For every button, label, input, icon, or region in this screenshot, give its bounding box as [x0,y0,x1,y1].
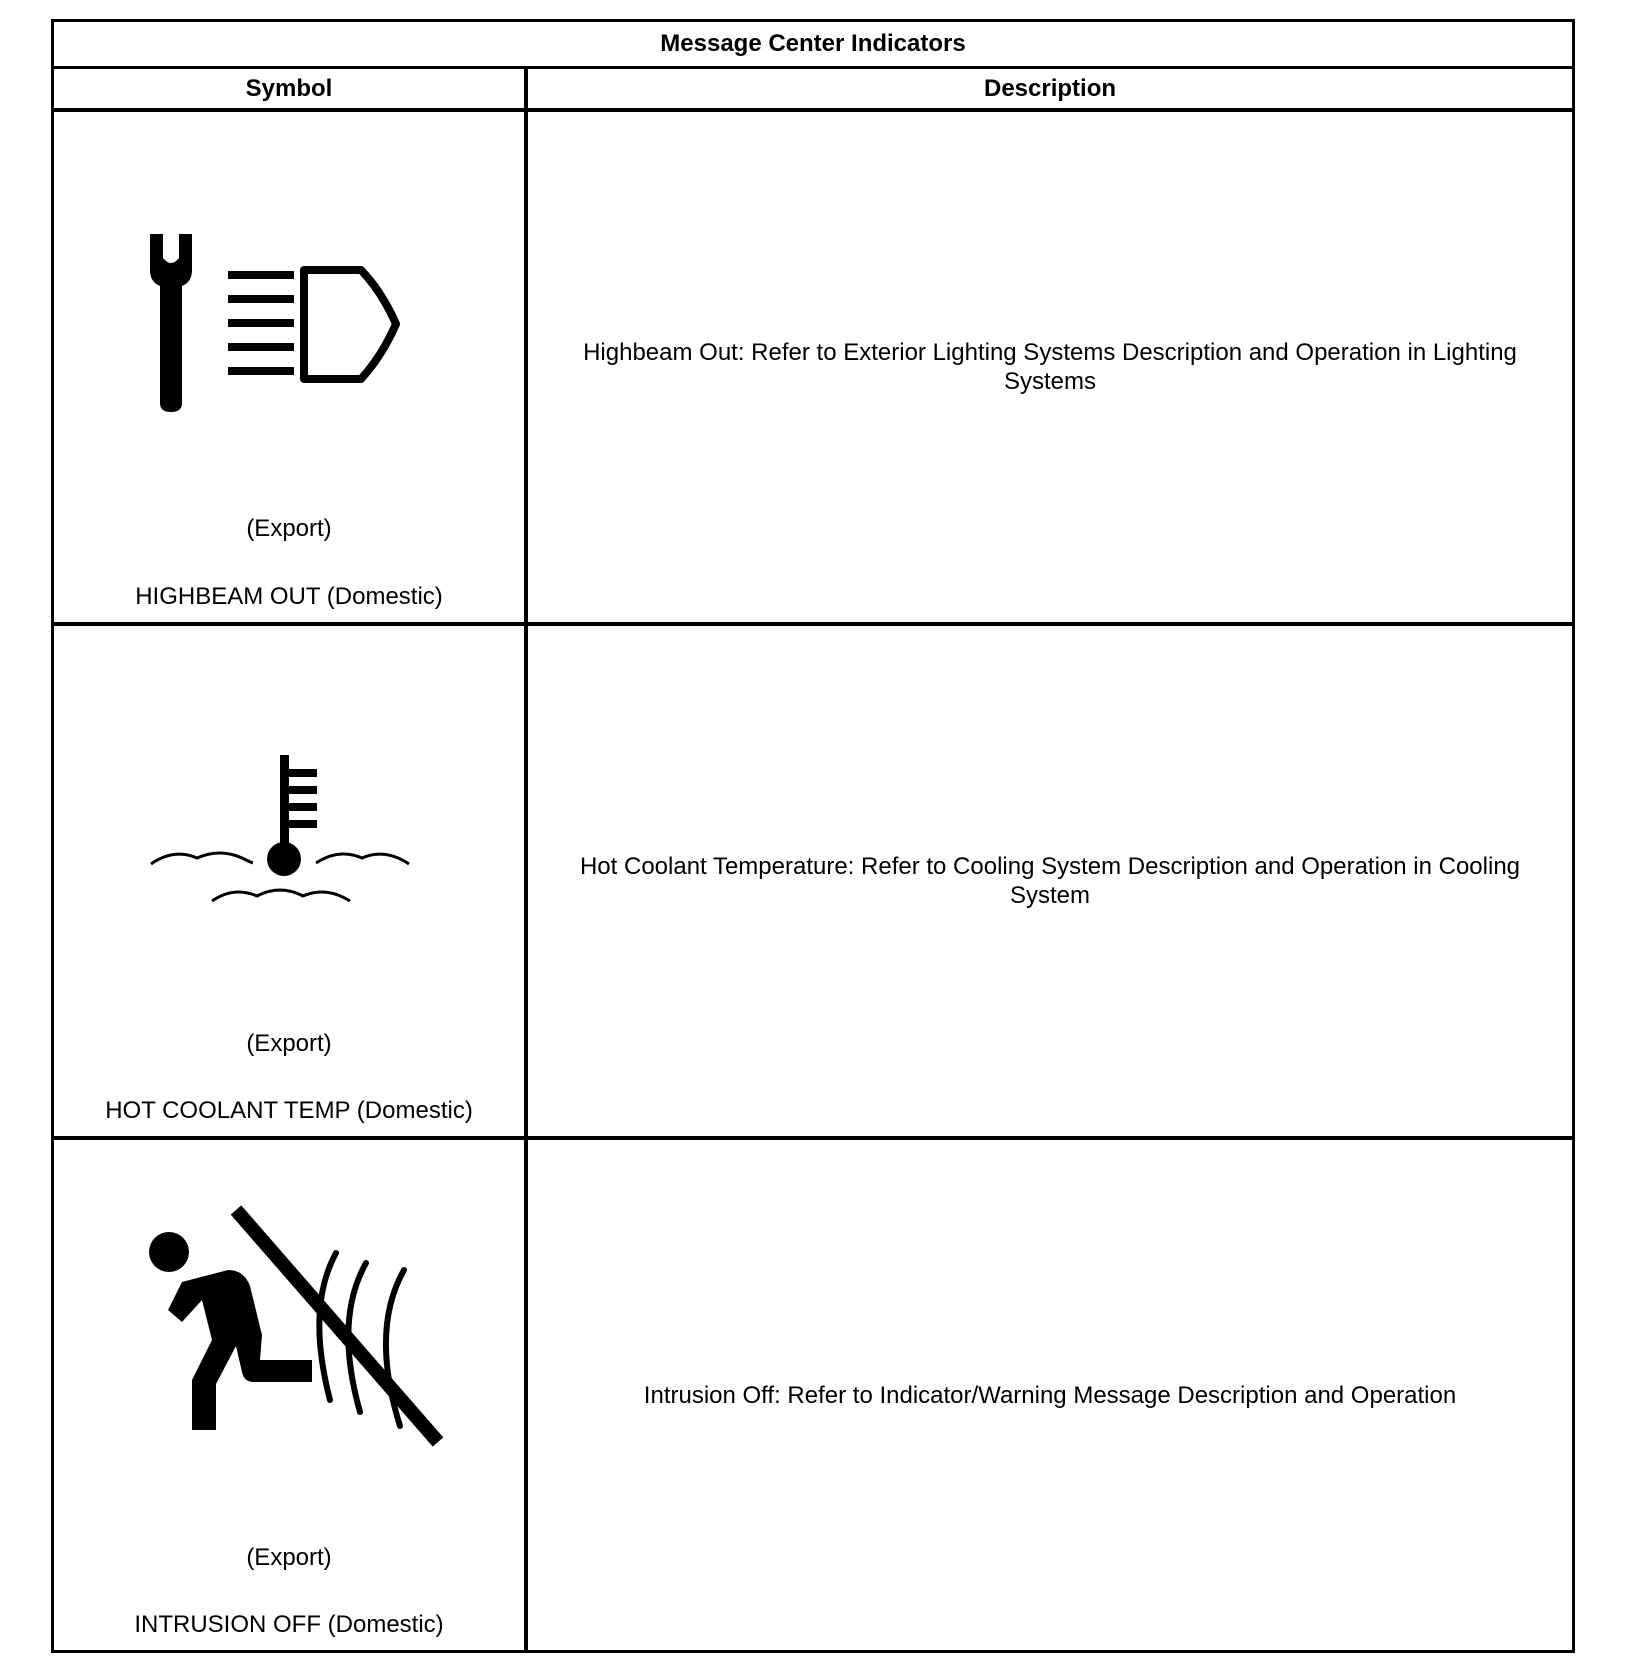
table-title: Message Center Indicators [54,22,1572,69]
description-cell: Hot Coolant Temperature: Refer to Cooling System Description and Operation in Cooling System [579,853,1521,909]
domestic-label: HIGHBEAM OUT (Domestic) [135,583,443,610]
domestic-label: HOT COOLANT TEMP (Domestic) [105,1097,473,1124]
symbol-cell [54,112,528,622]
wrench-headlamp-icon [54,112,524,622]
symbol-cell [54,1140,528,1650]
table-row [54,626,1572,1140]
domestic-label: INTRUSION OFF (Domestic) [134,1611,444,1638]
table-row [54,1140,1572,1650]
description-cell: Highbeam Out: Refer to Exterior Lighting Systems Description and Operation in Lighting Systems [583,339,1517,395]
symbol-column-header: Symbol [54,69,528,108]
export-label: (Export) [246,1544,332,1571]
intrusion-off-icon [54,1140,524,1650]
coolant-temperature-icon [54,626,524,1136]
description-cell: Intrusion Off: Refer to Indicator/Warning Message Description and Operation [643,1381,1457,1409]
export-label: (Export) [246,515,332,542]
message-center-table [51,19,1575,1653]
table-row [54,112,1572,626]
symbol-cell [54,626,528,1136]
table-header-row [54,69,1572,112]
description-column-header: Description [983,74,1117,102]
export-label: (Export) [246,1030,332,1057]
